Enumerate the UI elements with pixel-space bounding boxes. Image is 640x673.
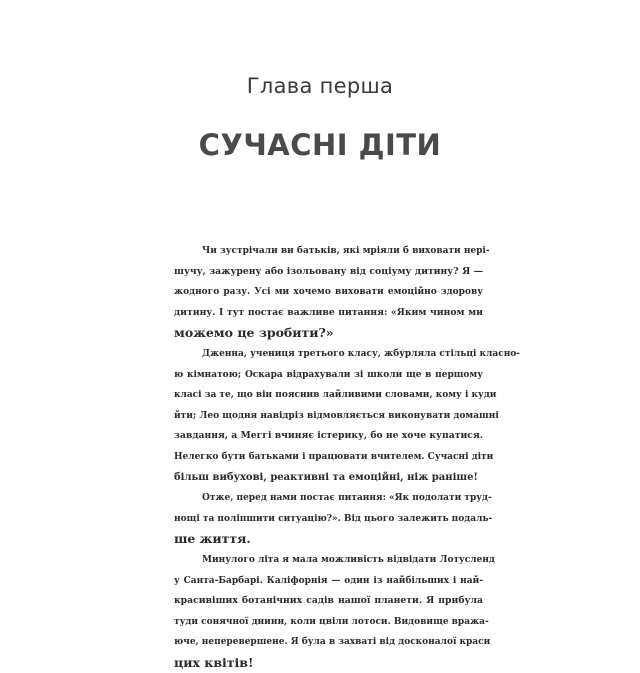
text-line: Нелегко бути батьками і працювати вчителем. Сучасні діти	[174, 451, 494, 462]
text-line: нощі та поліпшити ситуацію?». Від цього залежить подаль-	[174, 513, 493, 524]
text-line: жодного разу. Усі ми хочемо виховати емоційно здорову	[174, 287, 483, 298]
text-line: Чи зустрічали ви батьків, які мріяли б виховати нері-	[202, 246, 490, 256]
text-line: красивіших ботанічних садів нашої планети. Я прибула	[174, 595, 483, 607]
chapter-body	[146, 241, 521, 673]
paragraph-4	[146, 550, 495, 673]
text-line: Отже, перед нами постає питання: «Як подолати труд-	[202, 493, 492, 504]
text-line: можемо це зробити?»	[174, 325, 334, 341]
text-line: завдання, а Меггі вчиняє істерику, бо не хоче купатися.	[174, 430, 483, 442]
text-line: цих квітів!	[174, 654, 254, 670]
text-line: ше життя.	[174, 531, 251, 547]
text-line: більш вибухові, реактивні та емоційні, ніж раніше!	[174, 471, 478, 483]
paragraph-2	[146, 344, 521, 488]
text-line: дитину. І тут постає важливе питання: «Яким чином ми	[174, 306, 483, 318]
text-line: Дженна, учениця третього класу, жбурляла стільці класно-	[202, 348, 521, 359]
chapter-label: Глава перша	[246, 74, 394, 98]
chapter-title: СУЧАСНІ ДІТИ	[198, 128, 442, 162]
text-line: юче, неперевершене. Я була в захваті від досконалої краси	[174, 637, 491, 648]
text-line: класі за те, що він пояснив лайливими словами, кому і куди	[174, 390, 497, 401]
text-line: Минулого літа я мала можливість відвідати Лотусленд	[202, 554, 495, 565]
text-line: йти; Лео щодня навідріз відмовляється виконувати домашні	[174, 410, 499, 421]
text-line: туди сонячної днини, коли цвіли лотоси. Видовище вража-	[174, 616, 489, 627]
text-line: шучу, зажурену або ізольовану від соціуму дитину? Я —	[174, 265, 483, 277]
text-line: у Санта-Барбарі. Каліфорнія — один із найбільших і най-	[174, 575, 483, 586]
paragraph-3	[146, 488, 493, 550]
text-line: ю кімнатою; Оскара відрахували зі школи ще в першому	[174, 369, 483, 380]
paragraph-1	[146, 241, 490, 344]
